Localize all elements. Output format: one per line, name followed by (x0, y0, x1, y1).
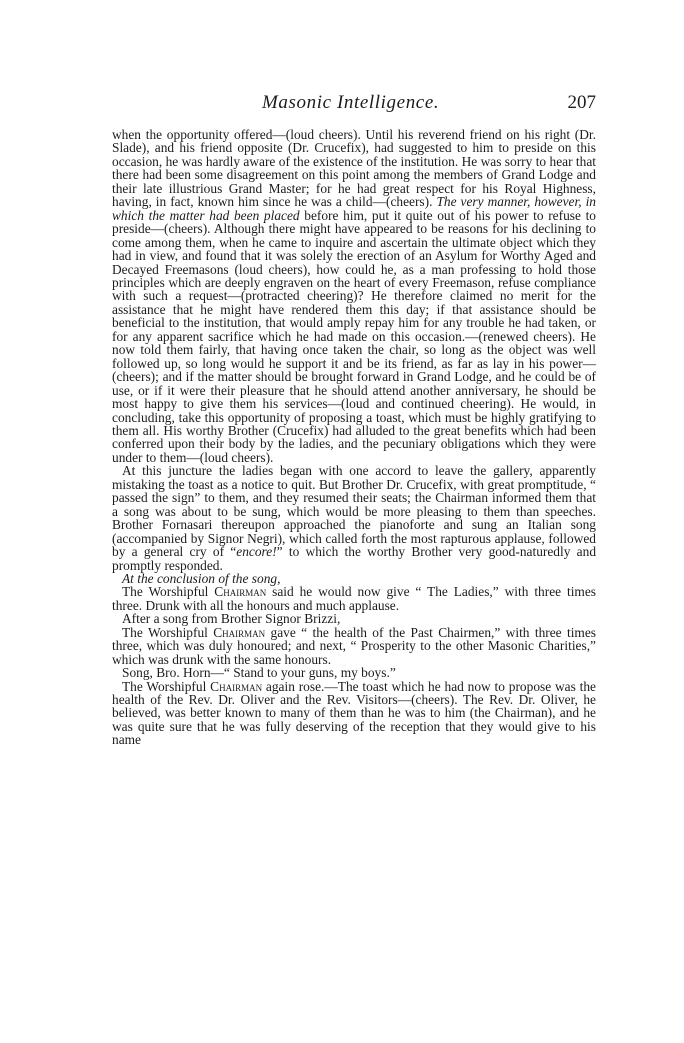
body-text (112, 128, 596, 747)
paragraph (112, 666, 596, 679)
text-run: before him, put it quite out of his power to refuse to preside—(cheers). Although there might have appeared to be reasons for his declining to come among them, when he came to inquire and ascertain the ultimate object which they had in view, and found that it was solely the erection of an Asylum for Worthy Aged and Decayed Freemasons (loud cheers), how could he, as a man professing to hold those principles which are deeply engraven on the heart of every Freemason, refuse compliance with such a request—(protracted cheering)? He therefore claimed no merit for the assistance that he might have rendered them this day; if that assistance should be beneficial to the institution, that would amply repay him for any trouble he had taken, or for any apparent sacrifice which he had made on this occasion.—(renewed cheers). He now told them fairly, that having once taken the chair, so long as the object was well followed up, so long would he support it and be its friend, as far as lay in his power—(cheers); and if the matter should be brought forward in Grand Lodge, and he could be of use, or if it were their pleasure that he should attend another anniversary, he should be most happy to give them his services—(loud and continued cheering). He would, in concluding, take this opportunity of proposing a toast, which must be highly gratifying to them all. His worthy Brother (Crucefix) had alluded to the great benefits which had been conferred upon their body by the ladies, and the pecuniary obligations which they were under to them—(loud cheers). (112, 207, 596, 465)
small-caps-text: Chairman (210, 678, 263, 694)
text-run: The Worshipful (122, 624, 214, 640)
text-run: again rose.—The toast which he had now to propose was the health of the Rev. Dr. Oliver and the Rev. Visitors—(cheers). The Rev. Dr. Oliver, he believed, was better known to many of them than he was to him (the Chairman), and he was quite sure that he was fully deserving of the reception that they would give to his name (112, 678, 596, 748)
text-run: The Worshipful (122, 678, 211, 694)
page-header (112, 92, 596, 116)
text-run: At this juncture the ladies began with one accord to leave the gallery, apparently mistaking the toast as a notice to quit. But Brother Dr. Crucefix, with great promptitude, “ passed the sign” to them, and they resumed their seats; the Chairman informed them that a song was about to be sung, which would be more pleasing to them than speeches. Brother Fornasari thereupon approached the pianoforte and sung an Italian song (accompanied by Signor Negri), which called forth the most rapturous applause, followed by a general cry of “ (112, 463, 596, 560)
paragraph (112, 464, 596, 572)
text-run: The Worshipful (122, 584, 215, 600)
small-caps-text: Chairman (214, 584, 267, 600)
paragraph (112, 626, 596, 666)
page-number: 207 (567, 92, 596, 113)
running-title: Masonic Intelligence. (262, 92, 440, 113)
text-run: when the opportunity offered—(loud cheers). Until his reverend friend on his right (Dr. Slade), and his friend opposite (Dr. Crucefix), had suggested to him to preside on this occasion, he was hardly aware of the existence of the institution. He was sorry to hear that there had been some disagreement on this point among the members of Grand Lodge and their late illustrious Grand Master; for he had great respect for his Royal Highness, having, in fact, known him since he was a child—(cheers). (112, 127, 596, 210)
paragraph (112, 572, 596, 585)
italic-text: At the conclusion of the song, (122, 570, 281, 586)
text-run: Song, Bro. Horn—“ Stand to your guns, my boys.” (122, 665, 396, 681)
text-run: gave “ the health of the Past Chairmen,” with three times three, which was duly honoured; and next, “ Prosperity to the other Masonic Charities,” which was drunk with the same honours. (112, 624, 596, 667)
italic-text: The very manner, however, in which the matter had been placed (112, 194, 596, 223)
italic-text: encore! (236, 544, 277, 560)
text-run: said he would now give “ The Ladies,” with three times three. Drunk with all the honours and much applause. (112, 584, 596, 613)
text-run: ” to which the worthy Brother very good-naturedly and promptly responded. (112, 544, 597, 573)
paragraph (112, 128, 596, 464)
paragraph (112, 680, 596, 747)
small-caps-text: Chairman (213, 624, 266, 640)
paragraph (112, 585, 596, 612)
text-run: After a song from Brother Signor Brizzi, (122, 611, 341, 627)
paragraph (112, 612, 596, 625)
